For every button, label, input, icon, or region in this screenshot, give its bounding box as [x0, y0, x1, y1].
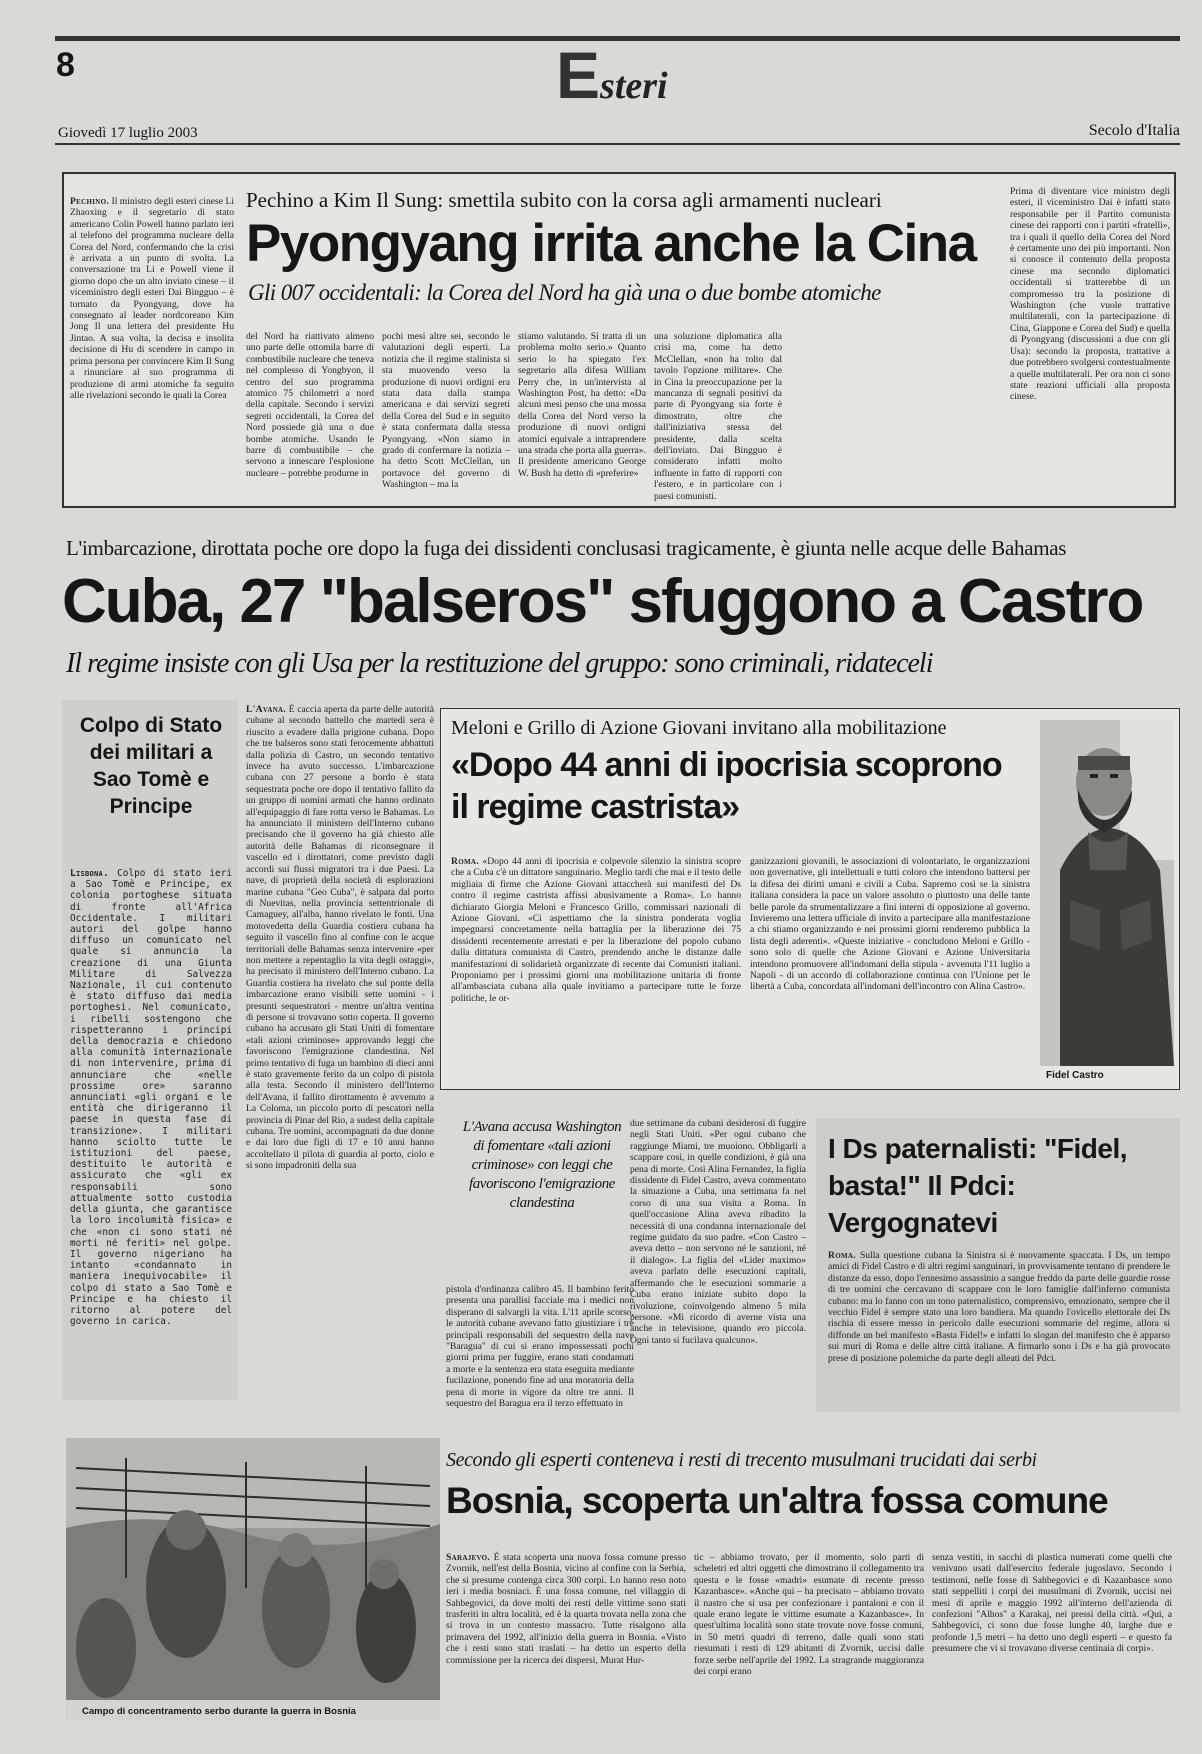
section-title	[556, 38, 668, 112]
meloni-headline: «Dopo 44 anni di ipocrisia scoprono il regime castrista»	[451, 746, 1002, 826]
korea-col-1-text: Il ministro degli esteri cinese Li Zhaoxing e il segretario di stato americano Colin Powell hanno parlato ieri al telefono del programma nucleare della Corea del Nord, confermando che la crisi è arrivata a un punto di svolta. La conversazione tra Li e Powell viene il giorno dopo che un alto inviato cinese – il viceministro degli esteri Dai Bingguo – è tornato da Pyongyang, dove ha consegnato al leader nordcoreano Kim Jong Il una lettera del presidente Hu Jintao. A sua volta, la decisa e insolita decisione di Hu di scendere in campo in prima persona per convincere Kim Il Sung a rinunciare al suo programma di produzione di armi atomiche fa seguito alle rivelazioni secondo le quali la Corea	[70, 196, 234, 401]
top-rule	[55, 36, 1180, 41]
cuba-headline: Cuba, 27 "balseros" sfuggono a Castro	[62, 567, 1143, 636]
korea-col-3: pochi mesi altre sei, secondo le valutazioni degli esperti. La notizia che il regime stalinista si sta muovendo verso la produzione di nuovi ordigni era stata data dalla stampa americana e dai servizi segreti della Corea del Sud e in seguito è stata confermata dalla stessa Pyongyang. «Non siamo in grado di confermare la notizia – ha detto Scott McClellan, un portavoce del governo di Washington – ma la	[382, 331, 510, 491]
korea-kicker: Pechino a Kim Il Sung: smettila subito con la corsa agli armamenti nucleari	[246, 188, 882, 212]
cuba-col-b: pistola d'ordinanza calibro 45. Il bambino ferito presenta una parallisi facciale ma i medici non disperano di salvargli la vita. L'11 aprile scorso, le autorità cubane avevano fatto giustiziare i tre principali responsabili del sequestro della nave "Baragua" di cui si erano impossessati pochi giorni prima per fuggire, erano stati condannati a morte e la sentenza era stata eseguita mediante fucilazione, ponendo fine ad una moratoria della pena di morte in vigore da oltre tre anni. Il sequestro del Baragua era il terzo effettuato in	[446, 1284, 634, 1410]
korea-col-1	[70, 196, 234, 496]
meloni-col-2: ganizzazioni giovanili, le associazioni di volontariato, le organizzazioni non governative, gli intellettuali e tutti coloro che intendono battersi per la difesa dei diritti umani e civili a Cuba. Sapremo così se la sinistra italiana considera la pace un valore assoluto o piuttosto una delle tante belle parole da strumentalizzare a fini interni di opposizione al governo. Invieremo una lettera ufficiale di invito a partecipare alla manifestazione a chi stiamo organizzando e nei prossimi giorni renderemo pubblica la lista degli aderenti». «Queste iniziative - concludono Meloni e Grillo - sono solo di quelle che Azione Giovani e Azione Universitaria intendono promuovere all'indomani della stipula - avvenuta l'11 luglio a Napoli - di un accordo di collaborazione continua con l'Unione per le libertà a Cuba, concordata all'indomani dell'incontro con Alina Castro».	[750, 856, 1030, 993]
sao-tome-headline: Colpo di Stato dei militari a Sao Tomè e Principe	[79, 714, 223, 818]
cuba-subheadline: Il regime insiste con gli Usa per la restituzione del gruppo: sono criminali, ridateceli	[66, 648, 933, 679]
bosnia-photo	[66, 1438, 440, 1720]
korea-col-6: Prima di diventare vice ministro degli esteri, il viceministro Dai è infatti stato responsabile per il Partito comunista cinese dei rapporti con i partiti «fratelli», tra i quali il quello della Corea del Nord è certamente uno dei più importanti. Non si conosce il contenuto della proposta cinese ma secondo diplomatici occidentali si tratterebbe di un compromesso tra la posizione di Washington (che vuole trattative multilaterali, con la partecipazione di Cina, Giappone e Corea del Sud) e quella di Pyongyang (discussioni a due con gli Usa): secondo la proposta, trattative a due potrebbero svolgersi contestualmente a quelle multilaterali. Per ora non ci sono state reazioni ufficiali alla proposta cinese.	[1010, 186, 1170, 403]
cuba-col-a-text: È caccia aperta da parte delle autorità cubane al secondo battello che martedì sera è riuscito a evadere dalla prigione cubana. Dopo che tre balseros sono stati ferocemente abbattuti dalla polizia di Castro, un secondo tentativo invece ha avuto successo. L'imbarcazione cubana con 27 persone a bordo è stata sequestrata poche ore dopo il tentativo fallito da un gruppo di uomini armati che hanno ordinato all'equipaggio di fare rotta verso le Bahamas. Lo ha annunciato il ministero dell'Interno cubano precisando che il governo ha già chiesto alle autorità delle Bahamas di riconsegnare il vascello ed i dirottatori, come previsto dagli accordi sui flussi migratori tra i due Paesi. La nave, di proprietà della società di esplorazioni marine cubana "Geo Cuba", è salpata dal porto di Nuevitas, nella provincia settentrionale di Camaguey, all'alba, hanno rivelato le fonti. Una motovedetta della Guardia costiera cubana ha seguito il vascello fino al confine con le acque territoriali delle Bahamas senza intervenire «per non mettere a repentaglio la vita degli ostaggi», ha precisato il ministero dell'Interno cubano. La Guardia costiera ha rivelato che sul ponte della imbarcazione erano visibili sette uomini - i presunti sequestratori - mentre un'altra ventina di persone si trovavano sotto coperta. Il governo cubano ha accusato gli Stati Uniti di fomentare «tali azioni criminose» approvando leggi che favoriscono l'emigrazione clandestina. Nel primo tentativo di fuga un bambino di dieci anni è stato gravemente ferito da un colpo di pistola alla testa. Secondo il ministero dell'Interno dell'Avana, il fallito dirottamento è avvenuto a La Coloma, un piccolo porto di pescatori nella provincia di Pinar del Rio, a sudest della capitale cubana. Tre uomini, accompagnati da due donne e dai loro due figli di 17 e 10 anni hanno accoltellato il pilota di guardia al porto, ciolo e si sono impadroniti della sua	[246, 704, 434, 1172]
cuba-dateline: L'Avana.	[246, 704, 287, 715]
korea-col-2: del Nord ha riattivato almeno uno parte delle ottomila barre di combustibile nucleare che teneva nel complesso di Yongbyon, il centro del suo programma atomico 75 chilometri a nord della capitale. Secondo i servizi segreti occidentali, la Corea del Nord possiede già una o due bombe atomiche. Usando le barre di combustibile – che servono a innescare l'esplosione nucleare – potrebbe produrne in	[246, 331, 374, 479]
bosnia-col-1-text: È stata scoperta una nuova fossa comune presso Zvornik, nell'est della Bosnia, vicino al confine con la Serbia, che si presume contenga circa 300 corpi. Lo hanno reso noto ieri i media bosniaci. È una fossa comune, nel villaggio di Sahbegovici, da dove molti dei resti delle vittime sono stati trasferiti in altra località, ed è la quarta trovata nella zona che si trova in un contesto massacro. Tutte risalgono alla primavera del 1992, all'inizio della guerra in Bosnia. «Visto che i resti sono stati traslati – ha detto un esperto della commissione per la ricerca dei dispersi, Murat Hur-	[446, 1552, 686, 1666]
korea-col-4: stiamo valutando. Si tratta di un problema molto serio.» Quanto serio lo ha spiegato l'ex segretario alla difesa William Perry che, in un'intervista al Washington Post, ha detto: «Da alcuni mesi penso che una mossa della Corea del Nord verso la produzione di nuovi ordigni atomici equivale a intraprendere una strada che porta alla guerra». Il presidente americano George W. Bush ha detto di «preferire»	[518, 331, 646, 479]
section-rest: steri	[600, 65, 668, 107]
ds-dateline: Roma.	[828, 1250, 856, 1261]
fidel-castro-photo	[1040, 720, 1174, 1066]
meloni-col-1	[451, 856, 741, 1084]
korea-col-5: una soluzione diplomatica alla crisi ma, come ha detto McClellan, «non ha tolto dal tavolo l'opzione militare». Che in Cina la preoccupazione per la mancanza di segnali positivi da parte di Pyongyang sia forte è dimostrato, oltre che dall'iniziativa stessa del presidente, dalla scelta dell'inviato. Dai Bingguo è considerato infatti molto influente in fatto di rapporti con l'estero, e in particolare con i paesi comunisti.	[654, 331, 782, 502]
bosnia-headline: Bosnia, scoperta un'altra fossa comune	[446, 1480, 1108, 1521]
header-paper: Secolo d'Italia	[1088, 122, 1180, 139]
bosnia-photo-caption: Campo di concentramento serbo durante la guerra in Bosnia	[82, 1706, 356, 1717]
bosnia-kicker: Secondo gli esperti conteneva i resti di trecento musulmani trucidati dai serbi	[446, 1449, 1037, 1471]
section-initial: E	[556, 38, 601, 112]
bosnia-dateline: Sarajevo.	[446, 1552, 491, 1563]
sao-tome-text: Colpo di stato ieri a Sao Tomè e Principe, ex colonia portoghese situata di fronte all'Africa Occidentale. I militari autori del golpe hanno diffuso un comunicato nel quale si annuncia la creazione di una Giunta Militare di Salvezza Nazionale, il cui contenuto è stato diffuso dai media portoghesi. Nel comunicato, i ribelli sostengono che rispetteranno i principi della democrazia e chiedono alla comunità internazionale di non intervenire, prima di annunciare che «nelle prossime ore» saranno annunciati «gli organi e le entità che dirigeranno il paese in questa fase di transizione». I militari hanno sciolto tutte le istituzioni del paese, destituito le autorità e assicurato che «gli ex responsabili sono attualmente sotto custodia della giunta, che garantisce la loro incolumità fisica» e che «non ci sono stati né morti né feriti» nel golpe. Il governo nigeriano ha intanto «condannato in maniera inequivocabile» il colpo di stato a Sao Tomè e Principe e ha chiesto il ritorno al potere del governo in carica.	[70, 868, 232, 1328]
sao-tome-dateline: Lisbona.	[70, 868, 109, 879]
header-date: Giovedì 17 luglio 2003	[58, 125, 198, 141]
fidel-photo-caption: Fidel Castro	[1046, 1070, 1104, 1081]
meloni-kicker: Meloni e Grillo di Azione Giovani invitano alla mobilitazione	[451, 717, 947, 739]
fidel-castro-image	[1040, 720, 1174, 1066]
cuba-pull-quote: L'Avana accusa Washington di fomentare «tali azioni criminose» con leggi che favoriscono l'emigrazione clandestina	[462, 1119, 622, 1211]
header-rule	[55, 143, 1180, 145]
ds-body	[828, 1250, 1170, 1406]
cuba-col-a	[246, 704, 434, 1398]
ds-body-text: Sulla questione cubana la Sinistra si è nuovamente spaccata. I Ds, un tempo amici di Fidel Castro e di altri regimi sanguinari, in provvisamente tentano di prendere le distanze da esso, dopo l'ennesimo assassinio a sangue freddo da parte delle guardie rosse di tre uomini che cercavano di scappare con le loro famiglie dall'inferno comunista cubano: ma lo fanno con un tono paternalistico, comprensivo, emozionato, sempre che il vecchio Fidel è sempre stato una loro bandiera. Ma quando l'ovicello elettorale dei Ds rischia di essere messo in pericolo dalle esecuzioni sommarie del regime, allora si diffonde un bel manifesto «Basta Fidel!» e infatti lo slogan del manifesto che è apparso sui muri di Roma e delle altre città italiane. A firmarlo sono i Ds e ha già provocato prese di posizione polemiche da parte degli alleati del Pdci.	[828, 1250, 1170, 1364]
ds-headline: I Ds paternalisti: "Fidel, basta!" Il Pdci: Vergognatevi	[828, 1133, 1128, 1238]
page-number: 8	[56, 46, 75, 84]
cuba-kicker: L'imbarcazione, dirottata poche ore dopo la fuga dei dissidenti conclusasi tragicamente, è giunta nelle acque delle Bahamas	[66, 536, 1067, 560]
concentration-camp-image	[66, 1438, 440, 1720]
bosnia-col-3: senza vestiti, in sacchi di plastica numerati come quelli che venivano usati dall'esercito federale jugoslavo. Secondo i testimoni, nelle fosse di Sahbegovici e di Kazanbasce sono stati seppelliti i corpi dei musulmani di Zvornik, uccisi nei mesi di aprile e maggio 1992 all'interno dell'azienda di confezioni "Alhos" a Karakaj, nei pressi della città. «Qui, a Sahbegovici, ci sono due fosse lunghe 40, larghe due e profonde 1,5 metri – ha detto uno degli esperti – e questo fa presumere che vi si trovavano diverse centinaia di corpi».	[932, 1552, 1172, 1655]
cuba-col-c: due settimane da cubani desiderosi di fuggire negli Stati Uniti. «Per ogni cubano che raggiunge Miami, tre muoiono. Obbligarli a scappare così, in quelle condizioni, è già una pena di morte. Così Alina Fernandez, la figlia dissidente di Fidel Castro, aveva commentato la situazione a Cuba, una settimana fa nel corso di una sua visita a Roma. In quell'occasione Alina aveva ribadito la necessità di una condanna internazionale del regime guidato da suo padre. «Con Castro – aveva detto – non servono né le sanzioni, né il dialogo». La figlia del «Lider maximo» aveva parlato delle esecuzioni capitali, affermando che le esecuzioni sommarie a Cuba erano iniziate subito dopo la rivoluzione, coinvolgendo almeno 5 mila persone. «Mi ricordo di averne vista una anche in televisione, quando ero piccola. Ogni tanto si fucilava qualcuno».	[630, 1118, 806, 1346]
korea-dateline: Pechino.	[70, 196, 110, 207]
meloni-col-1-text: «Dopo 44 anni di ipocrisia e colpevole silenzio la sinistra scopre che a Cuba c'è un dittatore sanguinario. Meglio tardi che mai e il testo delle migliaia di firme che Azione Giovani attaccherà sui manifesti del Ds contro il regime castrista affissi abusivamente a Roma». Lo hanno dichiarato Giorgia Meloni e Francesco Grillo, commissari nazionali di Azione Giovani. «Ci aspettiamo che la sinistra ponderata voglia impegnarsi concretamente nella battaglia per la liberazione dei 75 dissidenti recentemente arrestati e per la liberazione del popolo cubano dalla dittatura comunista di Castro, prendendo anche le distanze dalle manifestazioni di solidarietà organizzate di recente dai Comunisti italiani. Proponiamo per i prossimi giorni una mobilitazione unitaria di fronte all'ambasciata cubana alla quale invitiamo a partecipare tutte le forze politiche, le or-	[451, 856, 741, 1004]
bosnia-col-2: tic – abbiamo trovato, per il momento, solo parti di scheletri ed altri oggetti che dimostrano il collegamento tra questa e le fosse «madri» esumate di recente presso Kazanbasce». «Anche qui – ha precisato – abbiamo trovato il nastro che si usa per confezionare i pantaloni e con il quale erano legate le vittime esumate a Kazanbasce». In quest'ultima località sono state trovate nove fosse comuni, in 50 metri quadri di terreno, dalle quali sono stati riesumati i resti di 129 abitanti di Zvornik, uccisi dalle forze serbe nell'aprile del 1992. La stragrande maggioranza dei corpi erano	[694, 1552, 924, 1678]
korea-subheadline: Gli 007 occidentali: la Corea del Nord ha già una o due bombe atomiche	[248, 280, 881, 305]
bosnia-col-1	[446, 1552, 686, 1740]
sao-tome-body	[70, 868, 232, 1393]
meloni-dateline: Roma.	[451, 856, 479, 867]
korea-headline: Pyongyang irrita anche la Cina	[246, 214, 976, 273]
